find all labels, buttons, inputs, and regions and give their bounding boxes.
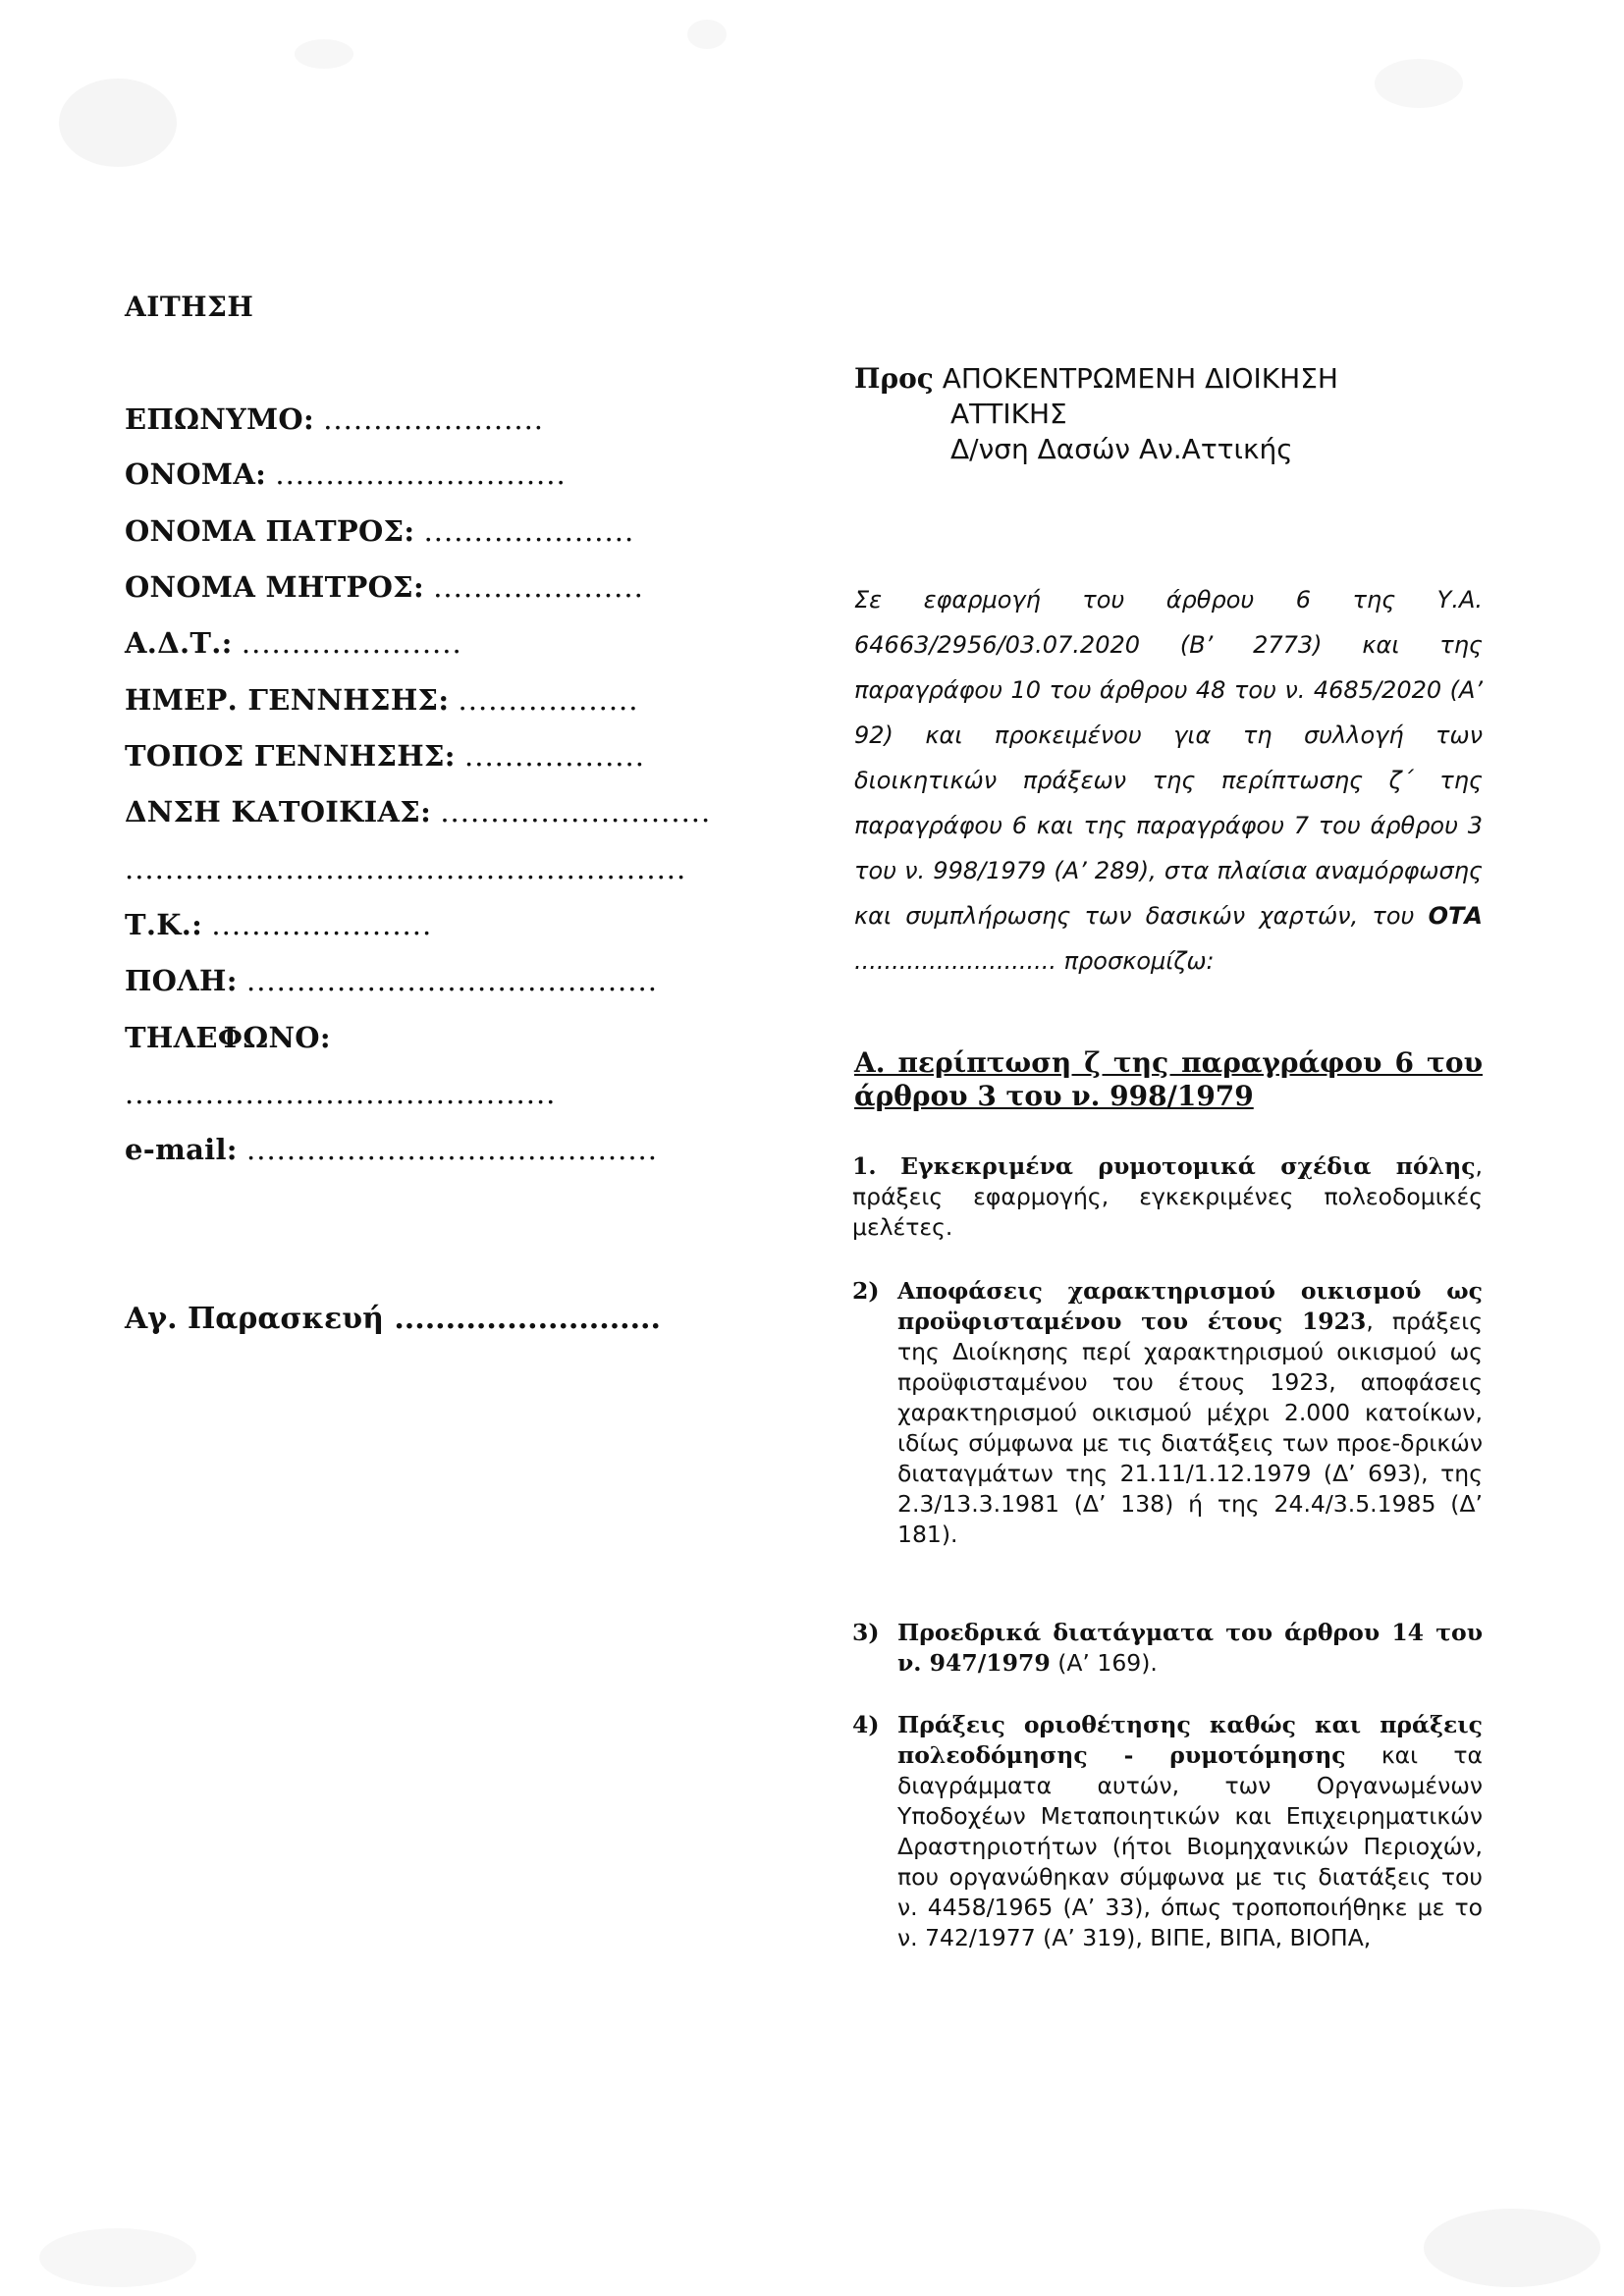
field-label: Α.Δ.Τ.: [125,626,233,660]
field-label: e-mail: [125,1133,238,1166]
item-text: (Α’ 169). [1050,1649,1158,1677]
place-label: Αγ. Παρασκευή [125,1302,384,1336]
field-address-continuation[interactable]: ........................................................ [125,852,687,885]
field-postal-code[interactable] [125,908,432,941]
intro-text-after: ........................... προσκομίζω: [854,947,1215,975]
field-dots: ......................................... [246,1133,658,1166]
field-name[interactable] [125,457,567,491]
field-label: ΕΠΩΝΥΜΟ: [125,402,314,436]
item-text: , πράξεις εφαρμογής, εγκεκριμένες πολεοδομικές μελέτες. [852,1152,1483,1241]
place-dots: .......................... [394,1302,661,1336]
recipient-line1: ΑΠΟΚΕΝΤΡΩΜΕΝΗ ΔΙΟΙΚΗΣΗ [942,362,1338,395]
field-city[interactable] [125,964,658,997]
field-label: Τ.Κ.: [125,908,203,941]
field-dots: ......................................... [245,964,658,997]
field-label: ΤΗΛΕΦΩΝΟ: [125,1021,331,1054]
field-label: ΗΜΕΡ. ΓΕΝΝΗΣΗΣ: [125,683,450,717]
item-number: 1. [852,1152,877,1180]
scan-noise [687,20,727,49]
field-dots: ........................... [440,795,712,828]
recipient-line2: ΑΤΤΙΚΗΣ [950,398,1067,430]
scan-noise [39,2228,196,2287]
item-bold: Προεδρικά διατάγματα του άρθρου 14 του ν. 947/1979 [897,1619,1483,1677]
field-phone [125,1021,331,1054]
field-label: ΠΟΛΗ: [125,964,238,997]
field-father-name[interactable] [125,514,634,548]
list-item [852,1710,1483,1953]
list-item [852,1618,1483,1679]
field-id-number[interactable] [125,626,462,660]
field-dots: ...................... [211,908,433,941]
field-address[interactable] [125,795,711,828]
field-surname[interactable] [125,402,544,436]
section-heading: Α. περίπτωση ζ της παραγράφου 6 του άρθρου 3 του ν. 998/1979 [854,1046,1483,1112]
recipient-prefix: Προς [854,362,934,395]
item-number: 2) [852,1277,880,1305]
intro-paragraph [854,577,1483,984]
field-label: ΟΝΟΜΑ: [125,457,267,491]
field-birth-place[interactable] [125,739,645,773]
item-bold: Πράξεις οριοθέτησης καθώς και πράξεις πολεοδόμησης - ρυμοτόμησης [897,1711,1483,1769]
field-label: ΟΝΟΜΑ ΜΗΤΡΟΣ: [125,570,424,604]
list-item [852,1151,1483,1243]
item-text: και τα διαγράμματα αυτών, των Οργανωμένων Υποδοχέων Μεταποιητικών και Επιχειρηματικών Δραστηριοτήτων (ήτοι Βιομηχανικών Περιοχών, που οργανώθηκαν σύμφωνα με τις διατάξεις του ν. 4458/1965 (Α’ 33), όπως τροποποιήθηκε με το ν. 742/1977 (Α’ 319), ΒΙΠΕ, ΒΙΠΑ, ΒΙΟΠΑ, [897,1741,1483,1951]
scan-noise [1424,2209,1600,2287]
document-title: ΑΙΤΗΣΗ [125,291,254,323]
field-label: ΔΝΣΗ ΚΑΤΟΙΚΙΑΣ: [125,795,432,828]
place-date-line[interactable] [125,1302,661,1336]
field-mother-name[interactable] [125,570,644,604]
field-dots: ..................... [423,514,635,548]
field-email[interactable] [125,1133,658,1166]
field-dots: ............................. [275,457,567,491]
field-dots: ...................... [241,626,462,660]
scan-noise [1375,59,1463,108]
field-birth-date[interactable] [125,683,638,717]
field-label: ΤΟΠΟΣ ΓΕΝΝΗΣΗΣ: [125,739,456,773]
field-dots: .................. [464,739,645,773]
item-number: 4) [852,1711,880,1738]
intro-bold: ΟΤΑ [1428,902,1483,930]
item-bold: Αποφάσεις χαρακτηρισμού οικισμού ως προϋφισταμένου του έτους 1923 [897,1277,1483,1335]
scan-noise [295,39,353,69]
recipient-line3: Δ/νση Δασών Αν.Αττικής [950,433,1293,465]
field-dots: ...................... [323,402,545,436]
field-dots: .................. [458,683,639,717]
recipient-block [854,361,1338,467]
intro-text-before: Σε εφαρμογή του άρθρου 6 της Υ.Α. 64663/2956/03.07.2020 (Β’ 2773) και της παραγράφου 10 του άρθρου 48 του ν. 4685/2020 (Α’ 92) και προκειμένου για τη συλλογή των διοικητικών πράξεων της περίπτωσης ζ΄ της παραγράφου 6 και της παραγράφου 7 του άρθρου 3 του ν. 998/1979 (Α’ 289), στα πλαίσια αναμόρφωσης και συμπλήρωσης των δασικών χαρτών, του [854,586,1483,930]
field-dots: ..................... [433,570,644,604]
item-bold: Εγκεκριμένα ρυμοτομικά σχέδια πόλης [900,1152,1476,1180]
field-phone-value[interactable]: ........................................... [125,1077,557,1110]
list-item [852,1276,1483,1550]
field-label: ΟΝΟΜΑ ΠΑΤΡΟΣ: [125,514,415,548]
item-number: 3) [852,1619,880,1646]
item-text: , πράξεις της Διοίκησης περί χαρακτηρισμού οικισμού ως προϋφισταμένου του έτους 1923, αποφάσεις χαρακτηρισμού οικισμού μέχρι 2.000 κατοίκων, ιδίως σύμφωνα με τις διατάξεις των προε-δρικών διαταγμάτων της 21.11/1.12.1979 (Δ’ 693), της 2.3/13.3.1981 (Δ’ 138) ή της 24.4/3.5.1985 (Δ’ 181). [897,1308,1483,1548]
scan-noise [59,79,177,167]
